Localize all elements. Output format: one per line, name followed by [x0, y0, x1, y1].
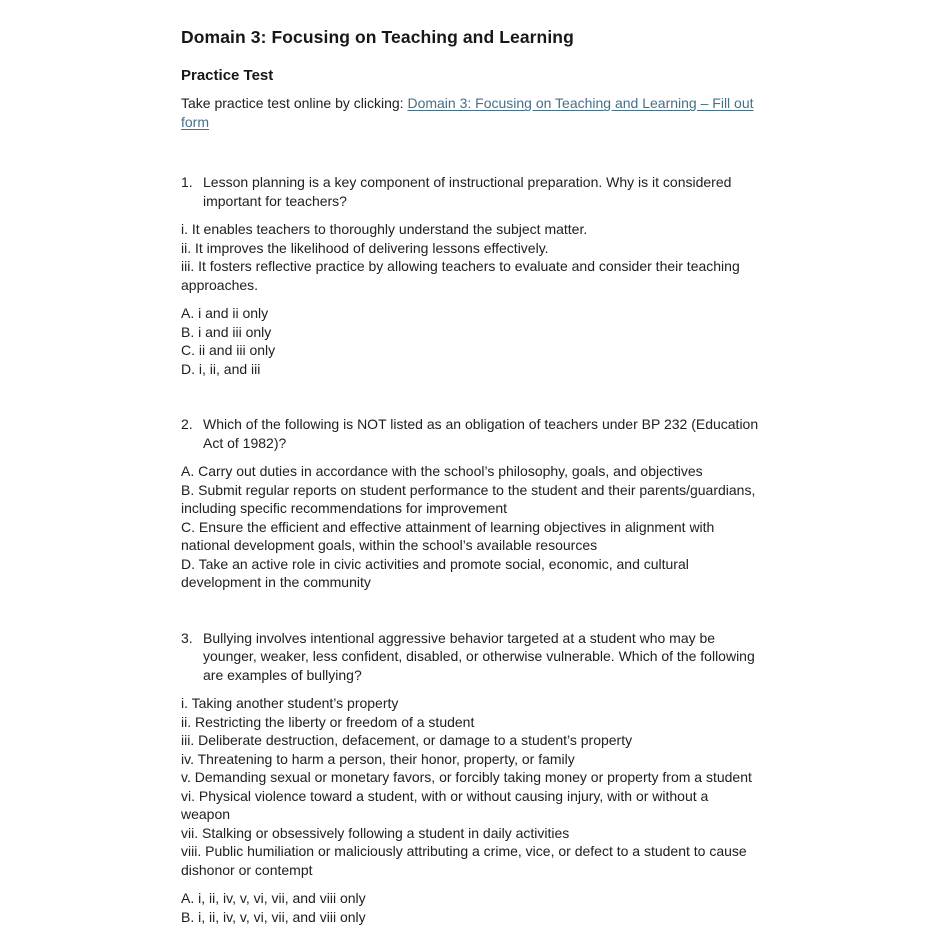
statement-line: ii. Restricting the liberty or freedom of a student — [181, 713, 475, 730]
option-line: B. i, ii, iv, v, vi, vii, and viii only — [181, 908, 366, 925]
option-line: B. i and iii only — [181, 323, 272, 340]
question-number: 2. — [181, 416, 193, 433]
option-line: D. i, ii, and iii — [181, 360, 261, 377]
question-statements — [181, 694, 760, 879]
question-block — [181, 629, 760, 927]
option-line: B. Submit regular reports on student performance to the student and their parents/guardians, including specific recommendations for improvement — [181, 481, 756, 517]
statement-line: i. It enables teachers to thoroughly understand the subject matter. — [181, 221, 588, 238]
question-block — [181, 415, 760, 592]
option-line: C. ii and iii only — [181, 342, 276, 359]
option-line: A. i and ii only — [181, 305, 269, 322]
option-line: A. i, ii, iv, v, vi, vii, and viii only — [181, 890, 366, 907]
option-line: A. Carry out duties in accordance with the school’s philosophy, goals, and objectives — [181, 463, 703, 480]
question-heading — [181, 629, 760, 685]
question-number: 3. — [181, 629, 193, 646]
question-text: Bullying involves intentional aggressive behavior targeted at a student who may be younger, weaker, less confident, disabled, or otherwise vulnerable. Which of the following are examples of bullying? — [203, 629, 755, 683]
statement-line: iv. Threatening to harm a person, their honor, property, or family — [181, 750, 575, 767]
option-line: C. Ensure the efficient and effective attainment of learning objectives in alignment with national development goals, within the school’s available resources — [181, 518, 715, 554]
question-heading — [181, 173, 760, 210]
question-text: Lesson planning is a key component of instructional preparation. Why is it considered important for teachers? — [203, 174, 732, 209]
page-title: Domain 3: Focusing on Teaching and Learning — [181, 27, 574, 47]
statement-line: i. Taking another student’s property — [181, 695, 399, 712]
question-options — [181, 304, 760, 378]
question-options — [181, 462, 760, 592]
statement-line: v. Demanding sexual or monetary favors, or forcibly taking money or property from a student — [181, 769, 752, 786]
questions — [181, 173, 760, 926]
question-heading — [181, 415, 760, 452]
question-block — [181, 173, 760, 378]
intro-paragraph — [181, 94, 760, 131]
section-subtitle: Practice Test — [181, 66, 274, 84]
statement-line: vi. Physical violence toward a student, with or without causing injury, with or without a weapon — [181, 787, 709, 823]
practice-test-link[interactable]: Domain 3: Focusing on Teaching and Learning – Fill out form — [181, 95, 754, 130]
statement-line: ii. It improves the likelihood of delivering lessons effectively. — [181, 239, 549, 256]
statement-line: vii. Stalking or obsessively following a student in daily activities — [181, 824, 570, 841]
question-number: 1. — [181, 174, 193, 191]
statement-line: iii. Deliberate destruction, defacement, or damage to a student’s property — [181, 732, 633, 749]
statement-line: iii. It fosters reflective practice by allowing teachers to evaluate and consider their teaching approaches. — [181, 258, 740, 293]
question-statements — [181, 220, 760, 294]
intro-text: Take practice test online by clicking: — [181, 95, 408, 112]
question-options — [181, 889, 760, 926]
option-line: D. Take an active role in civic activities and promote social, economic, and cultural development in the community — [181, 555, 689, 591]
statement-line: viii. Public humiliation or maliciously attributing a crime, vice, or defect to a student to cause dishonor or contempt — [181, 843, 747, 878]
question-text: Which of the following is NOT listed as an obligation of teachers under BP 232 (Education Act of 1982)? — [203, 416, 759, 451]
